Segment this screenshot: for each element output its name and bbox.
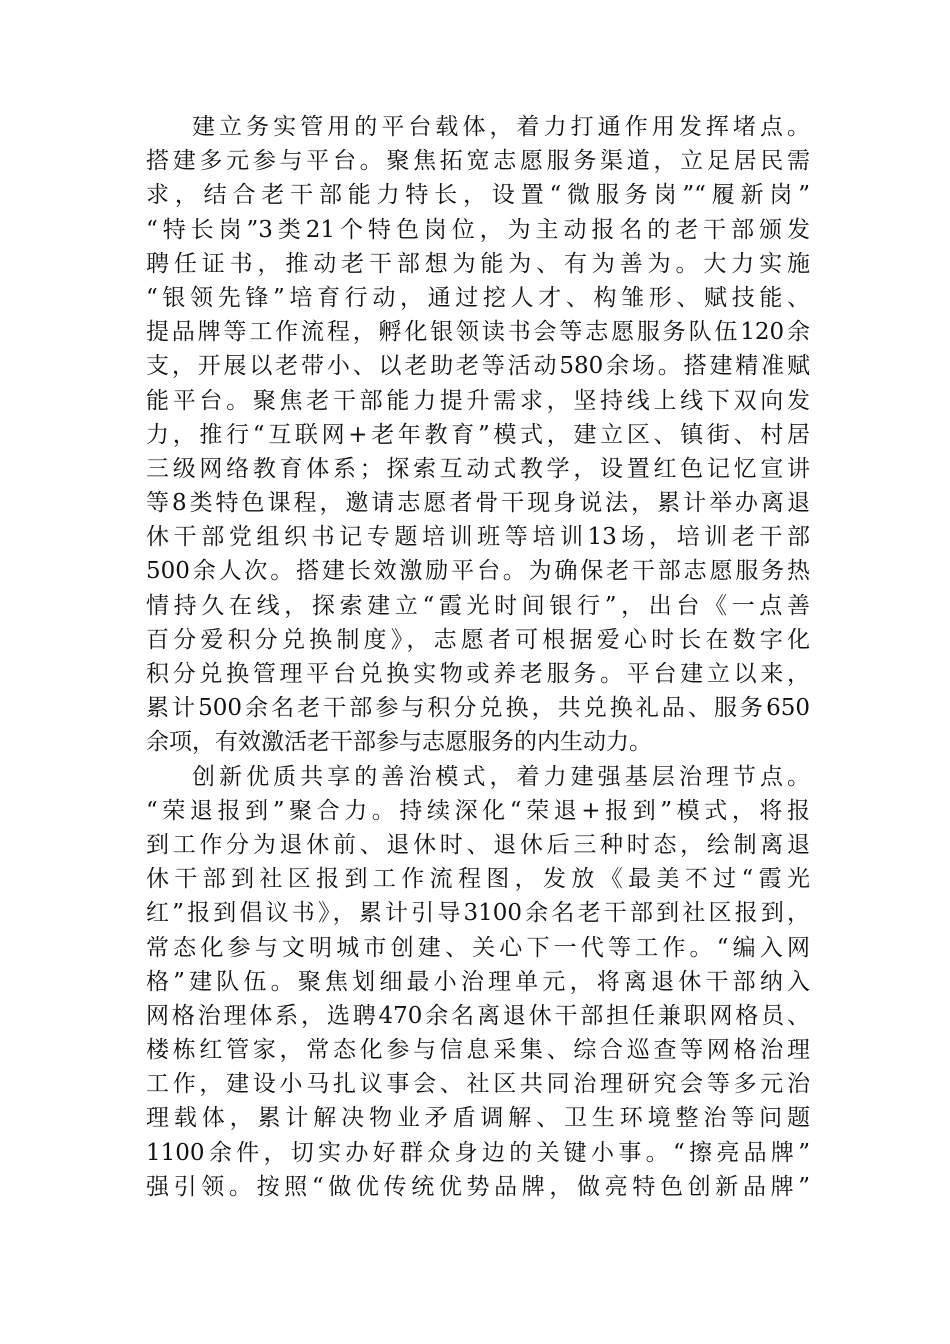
paragraph-1-line-17: 积分兑换管理平台兑换实物或养老服务。平台建立以来，: [146, 661, 810, 687]
paragraph-2-line-13: 强引领。按照“做优传统优势品牌，做亮特色创新品牌”: [146, 1173, 810, 1200]
paragraph-1-line-15: 情持久在线，探索建立“霞光时间银行”，出台《一点善: [146, 592, 810, 619]
paragraph-2-line-12: 1100余件，切实办好群众身边的关键小事。“擦亮品牌”: [146, 1139, 810, 1166]
paragraph-2-line-7: 格”建队伍。聚焦划细最小治理单元，将离退休干部纳入: [146, 968, 810, 995]
paragraph-2-line-10: 工作，建设小马扎议事会、社区共同治理研究会等多元治: [146, 1071, 810, 1098]
paragraph-1-line-10: 力，推行“互联网+老年教育”模式，建立区、镇街、村居: [146, 421, 810, 448]
paragraph-1-line-9: 能平台。聚焦老干部能力提升需求，坚持线上线下双向发: [146, 387, 810, 414]
paragraph-1-line-19: 余项，有效激活老干部参与志愿服务的内生动力。: [146, 729, 652, 756]
paragraph-2-line-9: 楼栋红管家，常态化参与信息采集、综合巡查等网格治理: [146, 1037, 810, 1064]
paragraph-1-line-8: 支，开展以老带小、以老助老等活动580余场。搭建精准赋: [146, 353, 810, 380]
paragraph-2-line-11: 理载体，累计解决物业矛盾调解、卫生环境整治等问题: [146, 1105, 810, 1132]
paragraph-2-line-1: 创新优质共享的善治模式，着力建强基层治理节点。: [192, 763, 810, 790]
paragraph-1-line-14: 500余人次。搭建长效激励平台。为确保老干部志愿服务热: [146, 558, 810, 585]
paragraph-1-line-2: 搭建多元参与平台。聚焦拓宽志愿服务渠道，立足居民需: [146, 148, 810, 175]
paragraph-2-line-6: 常态化参与文明城市创建、关心下一代等工作。“编入网: [146, 934, 810, 961]
paragraph-1-line-12: 等8类特色课程，邀请志愿者骨干现身说法，累计举办离退: [146, 490, 810, 517]
paragraph-2-line-5: 红”报到倡议书》，累计引导3100余名老干部到社区报到，: [146, 900, 810, 927]
paragraph-2-line-8: 网格治理体系，选聘470余名离退休干部担任兼职网格员、: [146, 1002, 810, 1029]
paragraph-2-line-3: 到工作分为退休前、退休时、退休后三种时态，绘制离退: [146, 831, 810, 858]
paragraph-1-line-5: 聘任证书，推动老干部想为能为、有为善为。大力实施: [146, 250, 810, 277]
paragraph-1-line-16: 百分爱积分兑换制度》，志愿者可根据爱心时长在数字化: [146, 626, 810, 653]
paragraph-1-line-18: 累计500余名老干部参与积分兑换，共兑换礼品、服务650: [146, 695, 810, 722]
paragraph-1-line-6: “银领先锋”培育行动，通过挖人才、构雏形、赋技能、: [146, 284, 810, 311]
paragraph-1-line-1: 建立务实管用的平台载体，着力打通作用发挥堵点。: [192, 114, 810, 140]
paragraph-2-line-4: 休干部到社区报到工作流程图，发放《最美不过“霞光: [146, 866, 810, 893]
paragraph-1-line-13: 休干部党组织书记专题培训班等培训13场，培训老干部: [146, 524, 810, 551]
paragraph-1-line-11: 三级网络教育体系；探索互动式教学，设置红色记忆宣讲: [146, 455, 810, 482]
paragraph-1-line-7: 提品牌等工作流程，孵化银领读书会等志愿服务队伍120余: [146, 319, 810, 346]
paragraph-1-line-4: “特长岗”3类21个特色岗位，为主动报名的老干部颁发: [146, 216, 810, 243]
paragraph-1-line-3: 求，结合老干部能力特长，设置“微服务岗”“履新岗”: [146, 182, 810, 209]
paragraph-2-line-2: “荣退报到”聚合力。持续深化“荣退+报到”模式，将报: [146, 797, 810, 824]
body-text: [146, 110, 810, 1204]
